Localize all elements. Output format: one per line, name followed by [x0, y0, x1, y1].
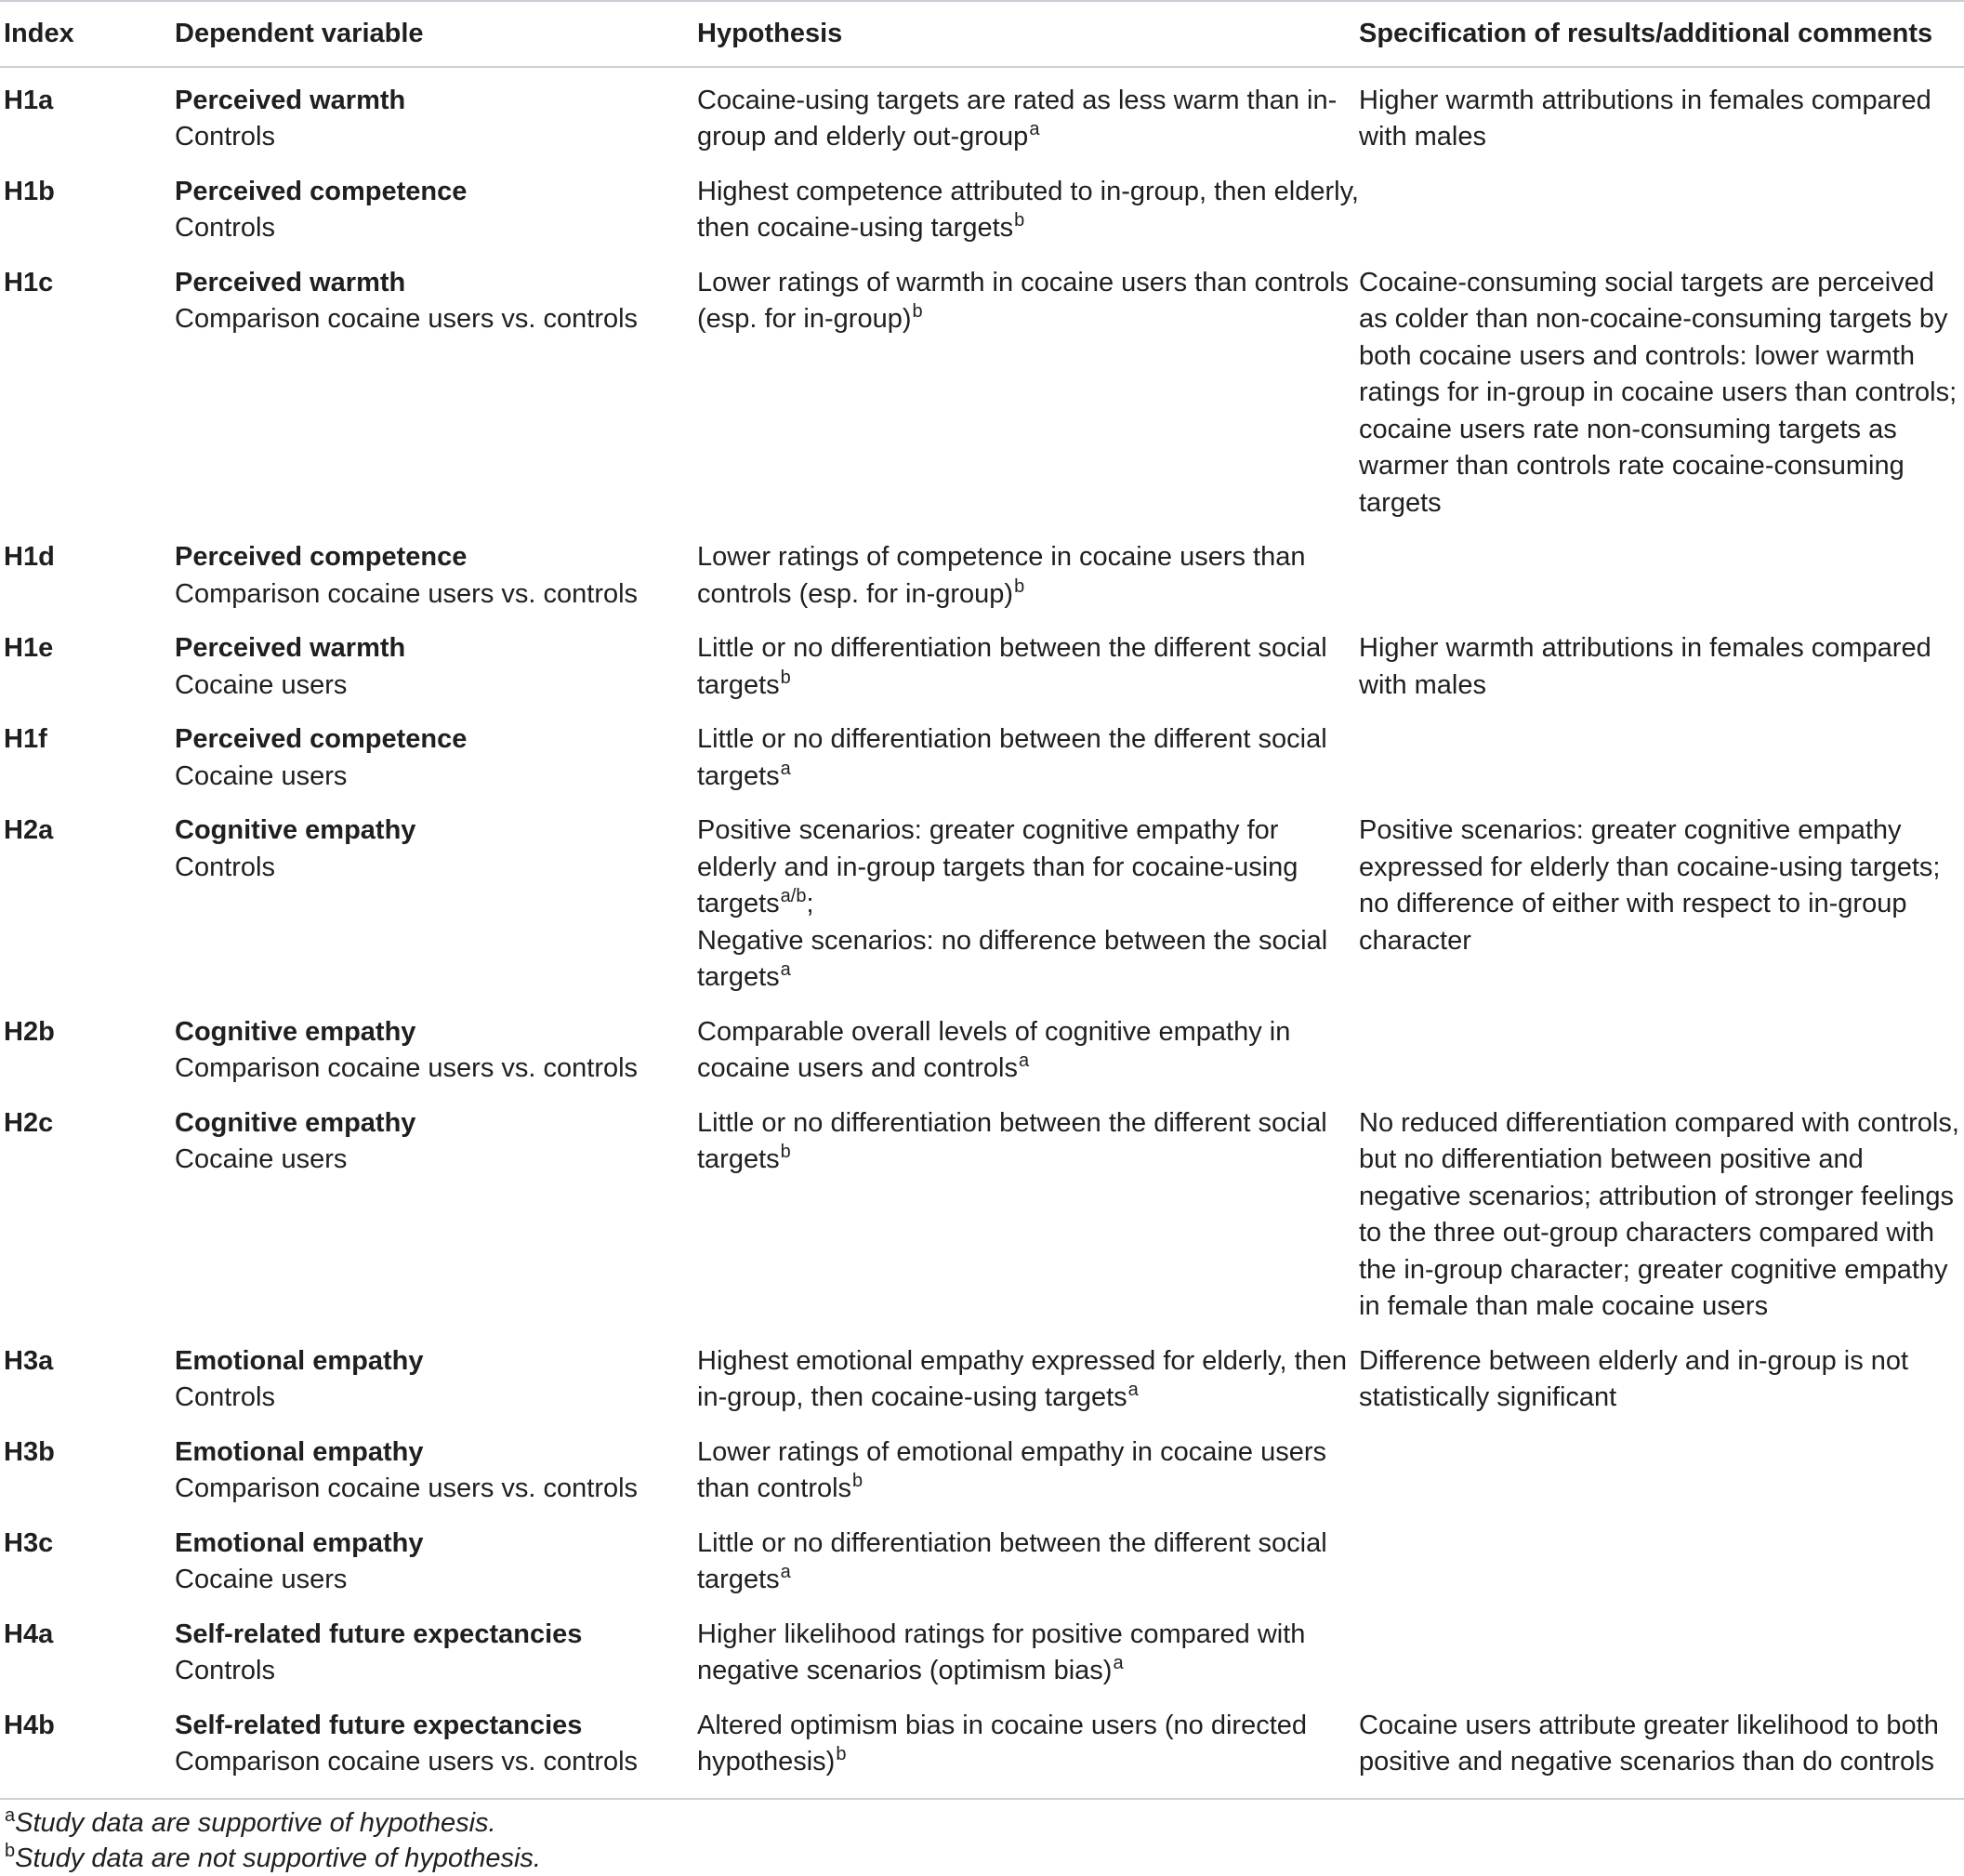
cell-hypothesis — [697, 67, 1359, 163]
cell-index: H4b — [4, 1710, 55, 1740]
dependent-variable-name: Perceived competence — [175, 724, 468, 754]
dependent-variable-group: Cocaine users — [175, 669, 348, 700]
cell-dependent-variable — [175, 67, 697, 163]
cell-index: H1b — [4, 176, 55, 206]
cell-index: H3b — [4, 1436, 55, 1467]
table-row — [0, 528, 1964, 619]
support-marker: a — [780, 1562, 791, 1582]
hypothesis-statement: Little or no differentiation between the different social targets — [697, 724, 1327, 791]
dependent-variable-group: Controls — [175, 1382, 275, 1412]
cell-specification: Cocaine users attribute greater likelihood to both positive and negative scenarios than do controls — [1359, 1710, 1939, 1777]
hypothesis-text — [697, 1014, 1359, 1088]
table-row — [0, 163, 1964, 254]
hypothesis-statement: Altered optimism bias in cocaine users (no directed hypothesis) — [697, 1710, 1308, 1777]
table-row — [0, 1003, 1964, 1094]
cell-index: H1d — [4, 542, 55, 572]
cell-hypothesis — [697, 1094, 1359, 1332]
hypothesis-text — [697, 539, 1359, 613]
footnote-marker: a — [5, 1804, 16, 1826]
cell-hypothesis — [697, 1003, 1359, 1094]
table-row — [0, 67, 1964, 163]
dependent-variable-name: Emotional empathy — [175, 1527, 424, 1558]
cell-dependent-variable — [175, 1003, 697, 1094]
cell-index: H1e — [4, 633, 54, 663]
cell-index: H1f — [4, 724, 47, 754]
hypothesis-text — [697, 1434, 1359, 1508]
cell-hypothesis — [697, 619, 1359, 710]
cell-hypothesis — [697, 710, 1359, 801]
dependent-variable-group: Controls — [175, 213, 275, 243]
dependent-variable-group: Cocaine users — [175, 1565, 348, 1594]
dependent-variable-group: Controls — [175, 1656, 275, 1685]
dependent-variable-group: Comparison cocaine users vs. controls — [175, 1053, 639, 1083]
cell-specification: Cocaine-consuming social targets are perceived as colder than non-cocaine-consuming targets by both cocaine users and controls: lower warmth ratings for in-group in cocaine users than controls; cocaine users rate non-consuming targets as warmer than controls rate cocaine-consuming targets — [1359, 267, 1957, 518]
dependent-variable-group: Comparison cocaine users vs. controls — [175, 578, 639, 609]
dependent-variable-group: Comparison cocaine users vs. controls — [175, 304, 639, 334]
hypothesis-statement: Highest emotional empathy expressed for elderly, then in-group, then cocaine-using targets — [697, 1345, 1348, 1412]
dependent-variable-group: Cocaine users — [175, 760, 348, 791]
cell-dependent-variable — [175, 619, 697, 710]
hypothesis-statement: Highest competence attributed to in-group, then elderly, then cocaine-using targets — [697, 176, 1359, 243]
hypothesis-statement: Positive scenarios: greater cognitive empathy for elderly and in-group targets than for cocaine-using targets — [697, 815, 1298, 918]
footnote-text: Study data are supportive of hypothesis. — [15, 1807, 496, 1838]
hypothesis-statement: Lower ratings of warmth in cocaine users than controls (esp. for in-group) — [697, 267, 1350, 334]
hypothesis-text — [697, 1617, 1359, 1690]
cell-specification: No reduced differentiation compared with controls, but no differentiation between positive and negative scenarios; attribution of stronger feelings to the three out-group characters compared with the in-group character; greater cognitive empathy in female than male cocaine users — [1359, 1107, 1959, 1321]
table-row — [0, 1605, 1964, 1697]
hypothesis-text — [697, 174, 1359, 247]
cell-dependent-variable — [175, 801, 697, 1003]
hypothesis-text-secondary — [697, 923, 1359, 997]
cell-index: H2c — [4, 1107, 54, 1138]
support-marker: a — [1113, 1653, 1124, 1673]
hypothesis-statement: Lower ratings of competence in cocaine users than controls (esp. for in-group) — [697, 542, 1306, 609]
cell-specification — [1359, 163, 1964, 254]
dependent-variable-group: Controls — [175, 852, 275, 882]
hypothesis-text — [697, 630, 1359, 704]
support-marker: a — [780, 758, 791, 779]
dependent-variable-name: Perceived competence — [175, 176, 468, 206]
cell-index: H3c — [4, 1527, 54, 1558]
table-row — [0, 801, 1964, 1003]
cell-dependent-variable — [175, 1514, 697, 1605]
table-row — [0, 254, 1964, 529]
cell-specification — [1359, 710, 1964, 801]
hypothesis-statement: Negative scenarios: no difference between the social targets — [697, 925, 1328, 992]
dependent-variable-group: Cocaine users — [175, 1144, 348, 1174]
support-marker: b — [852, 1471, 863, 1491]
cell-hypothesis — [697, 1423, 1359, 1514]
footnote — [4, 1841, 1964, 1876]
dependent-variable-name: Emotional empathy — [175, 1345, 424, 1376]
table-row — [0, 1514, 1964, 1605]
table-footnotes — [0, 1805, 1964, 1876]
header-hypothesis: Hypothesis — [697, 1, 1359, 67]
hypothesis-text — [697, 1105, 1359, 1179]
support-marker: b — [780, 667, 791, 688]
dependent-variable-group: Controls — [175, 122, 275, 152]
dependent-variable-name: Self-related future expectancies — [175, 1710, 583, 1740]
support-marker: b — [1014, 210, 1025, 231]
dependent-variable-name: Cognitive empathy — [175, 1016, 416, 1047]
support-marker: a — [780, 959, 791, 980]
footnote-text: Study data are not supportive of hypothesis. — [15, 1843, 541, 1873]
support-marker: b — [780, 1142, 791, 1162]
hypothesis-statement: Little or no differentiation between the different social targets — [697, 633, 1327, 700]
header-specification: Specification of results/additional comments — [1359, 1, 1964, 67]
cell-dependent-variable — [175, 1094, 697, 1332]
hypothesis-text — [697, 1526, 1359, 1599]
dependent-variable-group: Comparison cocaine users vs. controls — [175, 1747, 639, 1777]
hypothesis-text — [697, 265, 1359, 338]
cell-specification — [1359, 1514, 1964, 1605]
dependent-variable-name: Emotional empathy — [175, 1436, 424, 1467]
table-row — [0, 1094, 1964, 1332]
hypothesis-text — [697, 721, 1359, 795]
table-row — [0, 710, 1964, 801]
dependent-variable-name: Self-related future expectancies — [175, 1618, 583, 1649]
dependent-variable-name: Perceived warmth — [175, 633, 406, 663]
cell-hypothesis — [697, 528, 1359, 619]
header-row — [0, 1, 1964, 67]
dependent-variable-name: Cognitive empathy — [175, 815, 416, 845]
support-marker: a — [1029, 119, 1040, 139]
cell-specification: Higher warmth attributions in females compared with males — [1359, 85, 1931, 152]
cell-dependent-variable — [175, 1605, 697, 1697]
cell-index: H2b — [4, 1016, 55, 1047]
header-index: Index — [0, 1, 175, 67]
support-marker: a/b — [780, 886, 807, 906]
hypothesis-statement: Higher likelihood ratings for positive compared with negative scenarios (optimism bias) — [697, 1618, 1306, 1685]
hypothesis-statement: Lower ratings of emotional empathy in cocaine users than controls — [697, 1436, 1327, 1503]
cell-specification: Difference between elderly and in-group is not statistically significant — [1359, 1345, 1909, 1412]
hypothesis-text — [697, 1343, 1359, 1417]
hypothesis-text — [697, 83, 1359, 156]
cell-index: H1a — [4, 85, 54, 115]
table-row — [0, 1423, 1964, 1514]
hypothesis-statement: Little or no differentiation between the different social targets — [697, 1107, 1327, 1174]
cell-hypothesis — [697, 1605, 1359, 1697]
cell-dependent-variable — [175, 1423, 697, 1514]
cell-hypothesis — [697, 801, 1359, 1003]
cell-hypothesis — [697, 1332, 1359, 1423]
hypothesis-punctuation: ; — [806, 889, 814, 918]
table-header — [0, 1, 1964, 67]
dependent-variable-name: Perceived warmth — [175, 85, 406, 115]
cell-dependent-variable — [175, 528, 697, 619]
support-marker: b — [836, 1744, 847, 1764]
cell-dependent-variable — [175, 254, 697, 529]
dependent-variable-name: Perceived competence — [175, 542, 468, 572]
dependent-variable-name: Cognitive empathy — [175, 1107, 416, 1138]
cell-hypothesis — [697, 254, 1359, 529]
cell-index: H2a — [4, 815, 54, 845]
cell-specification — [1359, 1605, 1964, 1697]
cell-specification — [1359, 1003, 1964, 1094]
cell-index: H4a — [4, 1618, 54, 1649]
cell-specification: Positive scenarios: greater cognitive empathy expressed for elderly than cocaine-using targets; no difference of either with respect to in-group character — [1359, 815, 1941, 956]
support-marker: b — [1014, 575, 1025, 597]
cell-hypothesis — [697, 163, 1359, 254]
cell-specification: Higher warmth attributions in females compared with males — [1359, 633, 1931, 700]
table-body — [0, 67, 1964, 1799]
cell-hypothesis — [697, 1697, 1359, 1799]
header-dependent-variable: Dependent variable — [175, 1, 697, 67]
support-marker: b — [912, 301, 923, 322]
table-row — [0, 619, 1964, 710]
hypothesis-text — [697, 1708, 1359, 1781]
hypothesis-text — [697, 812, 1359, 923]
footnote — [4, 1805, 1964, 1841]
hypothesis-statement: Little or no differentiation between the different social targets — [697, 1527, 1327, 1594]
footnote-marker: b — [5, 1840, 16, 1861]
table-row — [0, 1332, 1964, 1423]
dependent-variable-name: Perceived warmth — [175, 267, 406, 297]
cell-index: H3a — [4, 1345, 54, 1376]
cell-hypothesis — [697, 1514, 1359, 1605]
dependent-variable-group: Comparison cocaine users vs. controls — [175, 1473, 639, 1503]
cell-specification — [1359, 1423, 1964, 1514]
cell-specification — [1359, 528, 1964, 619]
cell-dependent-variable — [175, 1697, 697, 1799]
hypothesis-statement: Cocaine-using targets are rated as less warm than in-group and elderly out-group — [697, 85, 1338, 152]
cell-dependent-variable — [175, 1332, 697, 1423]
support-marker: a — [1127, 1380, 1139, 1400]
support-marker: a — [1018, 1050, 1030, 1071]
cell-index: H1c — [4, 267, 54, 297]
cell-dependent-variable — [175, 163, 697, 254]
table-row — [0, 1697, 1964, 1799]
cell-dependent-variable — [175, 710, 697, 801]
hypothesis-statement: Comparable overall levels of cognitive empathy in cocaine users and controls — [697, 1016, 1291, 1083]
